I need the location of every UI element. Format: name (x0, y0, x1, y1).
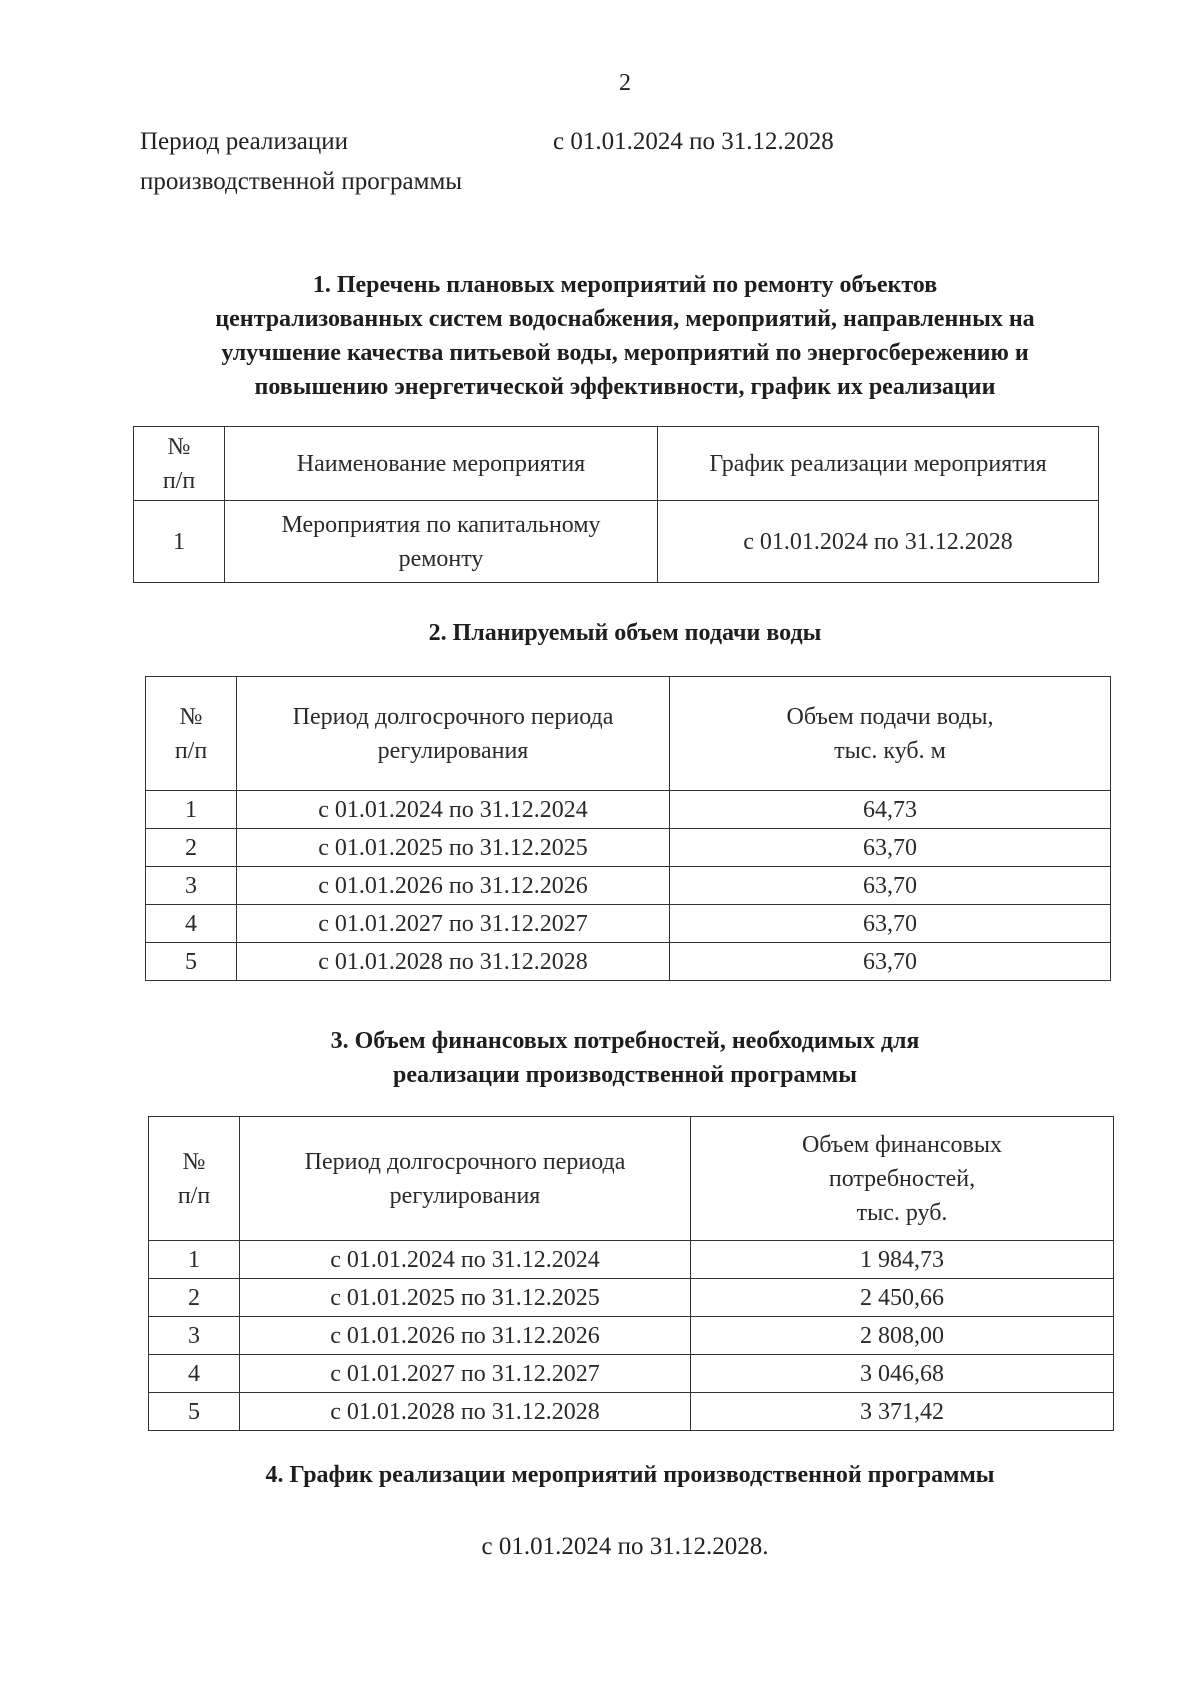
period-label (140, 122, 540, 202)
cell-value: 3 371,42 (691, 1393, 1114, 1431)
table-header-row (134, 427, 1099, 501)
cell-value: 2 450,66 (691, 1279, 1114, 1317)
section4-value: с 01.01.2024 по 31.12.2028. (481, 1533, 769, 1560)
section1-title-line: повышению энергетической эффективности, график их реализации (254, 374, 996, 400)
header-num: № п/п (134, 427, 225, 501)
cell-num: 1 (149, 1241, 240, 1279)
section2-title: 2. Планируемый объем подачи воды (428, 620, 822, 646)
table-row (146, 905, 1111, 943)
header-num: № п/п (146, 677, 237, 791)
table-row (146, 867, 1111, 905)
period-label-line1: Период реализации (140, 128, 348, 155)
table-row (146, 791, 1111, 829)
section1-title (120, 268, 1130, 404)
cell-period: с 01.01.2028 по 31.12.2028 (237, 943, 670, 981)
section1-title-line: централизованных систем водоснабжения, мероприятий, направленных на (215, 306, 1035, 332)
cell-period: с 01.01.2028 по 31.12.2028 (240, 1393, 691, 1431)
section1-title-line: улучшение качества питьевой воды, мероприятий по энергосбережению и (221, 340, 1029, 366)
table-row (149, 1241, 1114, 1279)
cell-period: с 01.01.2024 по 31.12.2024 (240, 1241, 691, 1279)
header-schedule: График реализации мероприятия (658, 427, 1099, 501)
section3-title: 3. Объем финансовых потребностей, необходимых для реализации производственной программы (330, 1028, 920, 1088)
period-label-line2: производственной программы (140, 168, 463, 195)
table-row (149, 1317, 1114, 1355)
cell-value: 1 984,73 (691, 1241, 1114, 1279)
table-header-row (146, 677, 1111, 791)
financial-needs-table (148, 1116, 1114, 1431)
cell-num: 1 (146, 791, 237, 829)
cell-num: 4 (146, 905, 237, 943)
cell-value: 63,70 (670, 943, 1111, 981)
table-row (134, 501, 1099, 583)
cell-period: с 01.01.2025 по 31.12.2025 (237, 829, 670, 867)
table-row (146, 829, 1111, 867)
water-volume-table (145, 676, 1111, 981)
cell-value: 63,70 (670, 829, 1111, 867)
header-num: № п/п (149, 1117, 240, 1241)
cell-value: 3 046,68 (691, 1355, 1114, 1393)
cell-num: 5 (146, 943, 237, 981)
cell-num: 1 (134, 501, 225, 583)
table-row (149, 1393, 1114, 1431)
cell-period: с 01.01.2027 по 31.12.2027 (237, 905, 670, 943)
cell-value: 63,70 (670, 867, 1111, 905)
table-row (149, 1355, 1114, 1393)
cell-num: 4 (149, 1355, 240, 1393)
cell-name: Мероприятия по капитальному ремонту (225, 501, 658, 583)
table-row (149, 1279, 1114, 1317)
cell-num: 2 (146, 829, 237, 867)
header-period: Период долгосрочного периода регулирования (240, 1117, 691, 1241)
header-period: Период долгосрочного периода регулирования (237, 677, 670, 791)
cell-period: с 01.01.2025 по 31.12.2025 (240, 1279, 691, 1317)
section4-title: 4. График реализации мероприятий производственной программы (265, 1462, 995, 1488)
activities-table (133, 426, 1099, 583)
cell-num: 5 (149, 1393, 240, 1431)
cell-num: 3 (149, 1317, 240, 1355)
cell-period: с 01.01.2027 по 31.12.2027 (240, 1355, 691, 1393)
header-name: Наименование мероприятия (225, 427, 658, 501)
table-row (146, 943, 1111, 981)
cell-period: с 01.01.2024 по 31.12.2024 (237, 791, 670, 829)
table-header-row (149, 1117, 1114, 1241)
header-value: Объем финансовых потребностей, тыс. руб. (691, 1117, 1114, 1241)
header-value: Объем подачи воды, тыс. куб. м (670, 677, 1111, 791)
cell-value: 64,73 (670, 791, 1111, 829)
cell-value: 63,70 (670, 905, 1111, 943)
cell-schedule: с 01.01.2024 по 31.12.2028 (658, 501, 1099, 583)
cell-period: с 01.01.2026 по 31.12.2026 (240, 1317, 691, 1355)
period-value: с 01.01.2024 по 31.12.2028 (553, 128, 834, 155)
cell-value: 2 808,00 (691, 1317, 1114, 1355)
cell-period: с 01.01.2026 по 31.12.2026 (237, 867, 670, 905)
cell-num: 2 (149, 1279, 240, 1317)
cell-num: 3 (146, 867, 237, 905)
page-number: 2 (619, 70, 631, 96)
section1-title-line: 1. Перечень плановых мероприятий по ремонту объектов (312, 272, 938, 298)
